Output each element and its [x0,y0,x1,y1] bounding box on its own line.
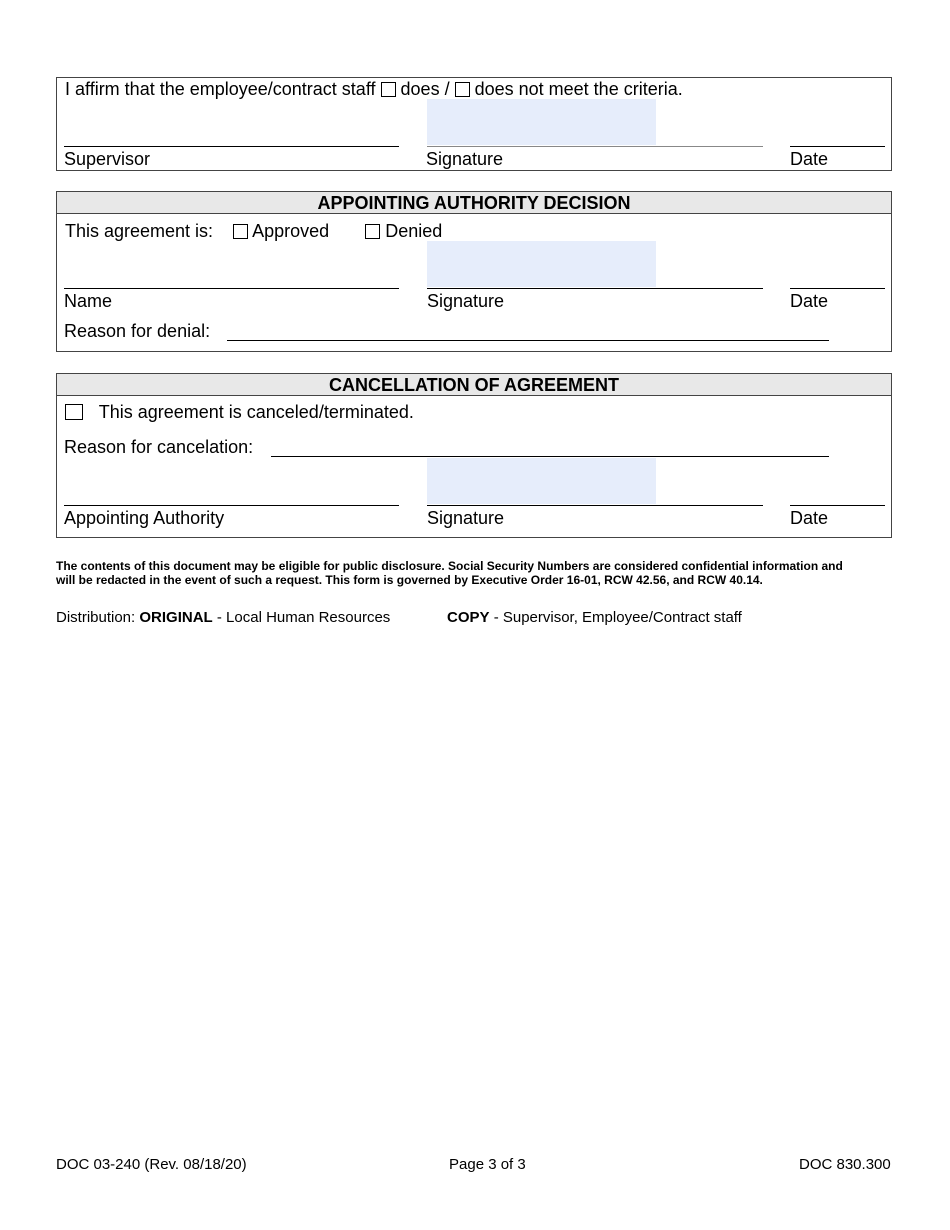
agreement-status-label: This agreement is: [65,221,214,241]
supervisor-label: Supervisor [64,149,151,169]
authority-signature-label: Signature [427,291,505,311]
distribution-original-bold: ORIGINAL [139,609,213,626]
authority-signature-line [427,288,763,289]
canceled-checkbox[interactable] [65,404,83,420]
distribution-copy [447,609,742,626]
authority-name-label: Name [64,291,113,311]
supervisor-date-line[interactable] [790,146,885,147]
supervisor-date-label: Date [790,149,829,169]
cancelation-reason-line[interactable] [271,456,829,457]
approved-checkbox[interactable] [233,224,248,239]
footer-form-id: DOC 03-240 (Rev. 08/18/20) [56,1156,247,1173]
disclosure-line-1: The contents of this document may be eligible for public disclosure. Social Security Numbers are considered confidential information and [56,559,843,573]
agreement-status-row [65,221,442,241]
does-checkbox[interactable] [381,82,396,97]
cancel-date-label: Date [790,508,829,528]
supervisor-signature-line [427,146,763,147]
does-not-checkbox[interactable] [455,82,470,97]
denied-label: Denied [385,221,443,241]
distribution-copy-rest: - Supervisor, Employee/Contract staff [493,609,742,626]
cancel-authority-label: Appointing Authority [64,508,225,528]
footer-page-number: Page 3 of 3 [449,1156,526,1173]
appointing-authority-section [56,191,892,352]
cancel-date-line[interactable] [790,505,885,506]
approved-label: Approved [252,221,330,241]
supervisor-signature-field[interactable] [427,99,656,145]
distribution-copy-bold: COPY [447,609,490,626]
distribution-label: Distribution: [56,609,136,626]
distribution-original-rest: - Local Human Resources [216,609,391,626]
denial-reason-line[interactable] [227,340,829,341]
authority-signature-field[interactable] [427,241,656,287]
canceled-label: This agreement is canceled/terminated. [98,402,414,422]
authority-name-line[interactable] [64,288,399,289]
cancellation-header: CANCELLATION OF AGREEMENT [57,374,891,396]
cancelation-reason-label: Reason for cancelation: [64,437,254,457]
authority-date-label: Date [790,291,829,311]
canceled-row [65,402,414,422]
supervisor-signature-label: Signature [426,149,504,169]
cancel-signature-line [427,505,763,506]
disclosure-line-2: will be redacted in the event of such a request. This form is governed by Executive Order 16-01, RCW 42.56, and RCW 40.14. [56,573,763,587]
cancel-signature-field[interactable] [427,458,656,504]
footer-policy-number: DOC 830.300 [799,1156,891,1173]
appointing-authority-header: APPOINTING AUTHORITY DECISION [57,192,891,214]
supervisor-affirmation-section [56,77,892,171]
cancel-signature-label: Signature [427,508,505,528]
denied-checkbox[interactable] [365,224,380,239]
does-not-label: does not meet the criteria. [474,79,683,99]
denial-reason-label: Reason for denial: [64,321,211,341]
distribution-original [56,609,390,626]
affirm-prefix: I affirm that the employee/contract staff [65,79,376,99]
affirm-statement [65,79,683,99]
cancellation-section [56,373,892,538]
supervisor-name-line[interactable] [64,146,399,147]
cancel-authority-line[interactable] [64,505,399,506]
does-label: does / [400,79,450,99]
authority-date-line[interactable] [790,288,885,289]
